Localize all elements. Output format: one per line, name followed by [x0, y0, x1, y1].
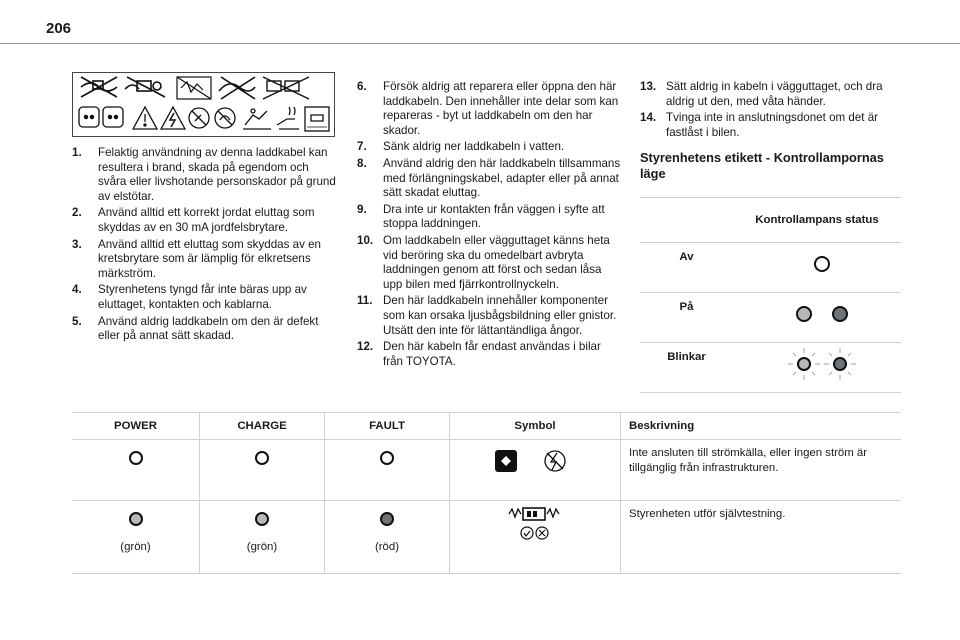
warning-text: Sänk aldrig ner laddkabeln i vatten.	[383, 140, 565, 154]
header-rule	[0, 43, 960, 44]
header-power: POWER	[72, 413, 200, 440]
no-unplug-icon	[263, 77, 309, 99]
warning-text: Felaktig användning av denna laddkabel kan resultera i brand, skada på egendom och svåra eller livshotande personskador på grund av elstötar.	[98, 146, 336, 203]
warning-text: Den här laddkabeln innehåller komponenter som kan orsaka ljusbågsbildning eller gnistor. Utsätt den inte för lättantändliga ångor.	[383, 294, 617, 337]
warning-text: Om laddkabeln eller vägguttaget känns heta vid beröring ska du omedelbart avbryta laddningen genom att först och sedan låsa upp bilen med fjärrkontrollnyckeln.	[383, 233, 610, 291]
charge-color-label: (grön)	[246, 541, 278, 553]
led-status-table	[640, 197, 901, 393]
warning-text: Använd alltid ett korrekt jordat eluttag som skyddas av en 30 mA jordfelsbrytare.	[98, 206, 315, 234]
warning-text: Tvinga inte in anslutningsdonet om det är fastlåst i bilen.	[666, 111, 879, 139]
warning-number: 8.	[357, 156, 367, 170]
warning-number: 11.	[357, 294, 373, 308]
warning-item	[72, 283, 340, 312]
warning-item	[72, 146, 340, 204]
fault-color-label: (röd)	[374, 541, 400, 553]
led-off-icon	[734, 244, 900, 288]
warning-item	[72, 315, 340, 344]
warning-number: 4.	[72, 283, 82, 297]
warning-text: Styrenhetens tyngd får inte bäras upp av eluttaget, kontakten och kablarna.	[98, 283, 307, 311]
warning-number: 2.	[72, 206, 82, 220]
page-number: 206	[46, 20, 72, 37]
led-on-icon	[734, 294, 900, 338]
no-wet-hands-icon	[215, 108, 235, 128]
warnings-column-2	[357, 80, 622, 371]
status-header: Kontrollampans status	[733, 198, 901, 243]
fault-led-red-icon	[380, 512, 394, 526]
warning-number: 13.	[640, 80, 657, 93]
row-2-description: Styrenheten utför självtestning.	[621, 501, 902, 574]
warning-item	[357, 203, 622, 232]
led-blinking-icon	[734, 344, 900, 388]
no-damaged-socket-icon	[177, 77, 211, 99]
power-led-green-icon	[129, 512, 143, 526]
table-row	[72, 501, 901, 574]
self-test-icon	[451, 502, 619, 550]
warning-text: Dra inte ur kontakten från väggen i syfte att stoppa laddningen.	[383, 202, 605, 231]
warnings-column-1	[72, 146, 340, 346]
warning-item	[357, 294, 622, 338]
header-charge: CHARGE	[200, 413, 325, 440]
warning-number: 1.	[72, 146, 82, 159]
warning-item	[72, 238, 340, 282]
no-trip-icon	[243, 109, 271, 129]
warning-item	[72, 206, 340, 235]
socket-icon	[79, 107, 99, 127]
no-disassembly-icon	[189, 108, 209, 128]
warning-text: Använd alltid ett eluttag som skyddas av en kretsbrytare som är lämplig för elkretsens märkström.	[98, 237, 321, 280]
status-label-off: Av	[640, 243, 733, 293]
warning-item	[357, 80, 622, 138]
warning-item	[357, 140, 622, 155]
power-led-off-icon	[129, 451, 143, 465]
warning-pictogram-panel	[72, 72, 335, 137]
warning-number: 6.	[357, 80, 367, 93]
header-description: Beskrivning	[621, 413, 902, 440]
warning-item	[640, 111, 900, 140]
charge-led-off-icon	[255, 451, 269, 465]
no-adapter-icon	[125, 77, 165, 97]
warning-number: 12.	[357, 340, 374, 354]
warning-text: Sätt aldrig in kabeln i vägguttaget, och dra aldrig ut den, med våta händer.	[666, 80, 883, 108]
label-section-title: Styrenhetens etikett - Kontrollampornas läge	[640, 150, 884, 182]
indicator-table	[72, 412, 901, 574]
warnings-column-3	[640, 80, 900, 182]
status-label-blinking: Blinkar	[640, 343, 733, 393]
hot-surface-icon	[277, 107, 299, 129]
status-label-on: På	[640, 293, 733, 343]
warning-number: 7.	[357, 140, 367, 154]
warning-text: Använd aldrig den här laddkabeln tillsammans med förlängningskabel, adapter eller på annat sätt skadat eluttag.	[383, 156, 621, 200]
warning-number: 9.	[357, 202, 367, 216]
warning-text: Använd aldrig laddkabeln om den är defekt eller på annat sätt skadad.	[98, 314, 319, 343]
power-color-label: (grön)	[120, 541, 151, 553]
header-fault: FAULT	[325, 413, 450, 440]
warning-item	[357, 234, 622, 292]
warning-number: 5.	[72, 314, 82, 328]
warning-number: 3.	[72, 237, 82, 251]
no-water-immersion-icon	[219, 77, 255, 99]
warning-triangle-icon	[133, 107, 157, 129]
warning-text: Den här kabeln får endast användas i bilar från TOYOTA.	[383, 340, 601, 368]
row-1-description: Inte ansluten till strömkälla, eller ingen ström är tillgänglig från infrastrukturen.	[621, 440, 902, 501]
electric-shock-warning-icon	[161, 107, 185, 129]
header-symbol: Symbol	[450, 413, 621, 440]
warning-item	[357, 340, 622, 369]
circuit-breaker-icon	[103, 107, 123, 127]
handle-with-care-icon	[305, 107, 329, 131]
warning-number: 10.	[357, 233, 374, 247]
warning-item	[640, 80, 900, 109]
no-power-source-icon	[451, 441, 619, 481]
charge-led-green-icon	[255, 512, 269, 526]
fault-led-off-icon	[380, 451, 394, 465]
no-extension-cord-icon	[81, 77, 117, 97]
table-row	[72, 440, 901, 501]
warning-item	[357, 157, 622, 201]
warning-text: Försök aldrig att reparera eller öppna den här laddkabeln. Den innehåller inte delar som kan repareras - byt ut laddkabeln om den har skador.	[383, 80, 619, 137]
warning-number: 14.	[640, 111, 657, 125]
